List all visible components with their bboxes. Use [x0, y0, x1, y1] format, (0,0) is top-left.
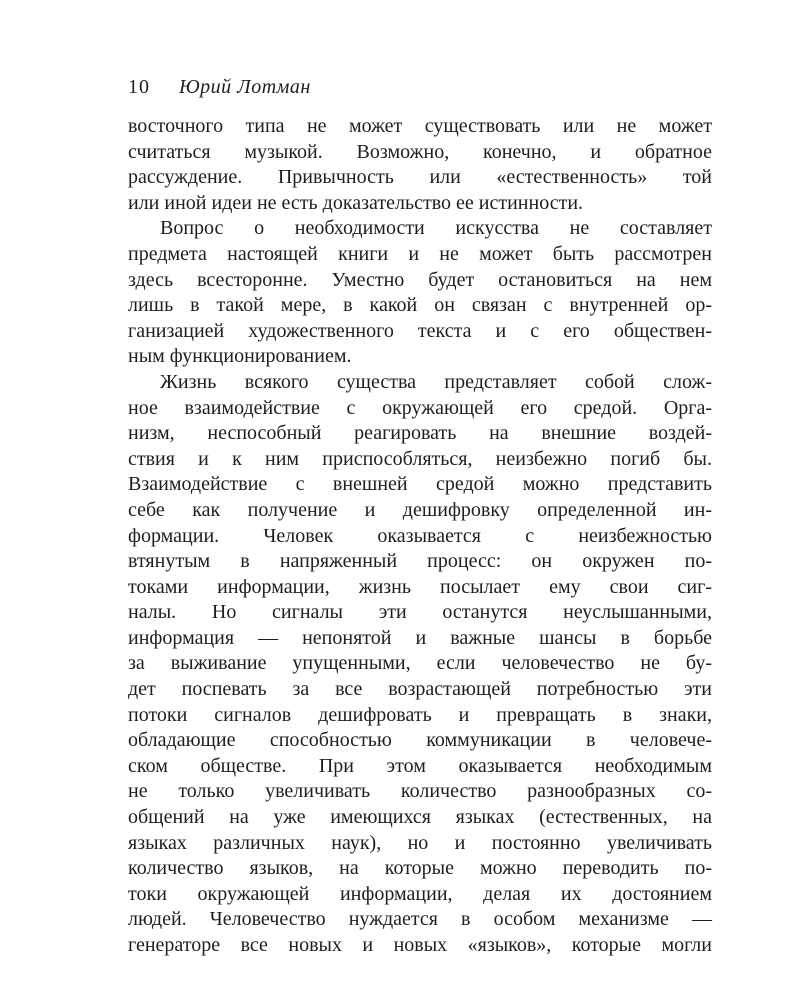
- text-line: обладающие способностью коммуникации в человече-: [128, 729, 712, 752]
- body-text: [128, 114, 712, 959]
- text-line: ском обществе. При этом оказывается необходимым: [128, 754, 712, 777]
- text-line: лишь в такой мере, в какой он связан с внутренней ор-: [128, 294, 712, 317]
- text-line: Взаимодействие с внешней средой можно представить: [128, 473, 712, 496]
- text-line: токами информации, жизнь посылает ему свои сиг-: [128, 575, 712, 598]
- text-line: информация — непонятой и важные шансы в борьбе: [128, 626, 712, 649]
- text-line: токи окружающей информации, делая их достоянием: [128, 882, 712, 905]
- text-line: ствия и к ним приспособляться, неизбежно погиб бы.: [128, 447, 712, 470]
- text-line: налы. Но сигналы эти останутся неуслышанными,: [128, 601, 712, 624]
- text-line: генераторе все новых и новых «языков», которые могли: [128, 934, 712, 956]
- text-line: дет поспевать за все возрастающей потребностью эти: [128, 678, 712, 701]
- text-line: втянутым в напряженный процесс: он окружен по-: [128, 550, 712, 573]
- running-head: [128, 74, 720, 100]
- paragraph-start-line: Вопрос о необходимости искусства не составляет: [160, 217, 712, 240]
- running-head-author: Юрий Лотман: [179, 76, 311, 98]
- text-line: людей. Человечество нуждается в особом механизме —: [128, 908, 712, 931]
- text-line: за выживание упущенными, если человечество не бу-: [128, 652, 712, 675]
- text-line: предмета настоящей книги и не может быть рассмотрен: [128, 242, 712, 265]
- text-line: общений на уже имеющихся языках (естественных, на: [128, 806, 712, 829]
- paragraph-start-line: Жизнь всякого существа представляет собой слож-: [160, 370, 712, 393]
- page-number: 10: [128, 76, 150, 98]
- text-line: рассуждение. Привычность или «естественность» той: [128, 166, 712, 189]
- text-line: считаться музыкой. Возможно, конечно, и обратное: [128, 140, 712, 163]
- text-line: низм, неспособный реагировать на внешние воздей-: [128, 422, 712, 445]
- text-line: количество языков, на которые можно переводить по-: [128, 857, 712, 880]
- text-line: потоки сигналов дешифровать и превращать в знаки,: [128, 703, 712, 726]
- text-line: восточного типа не может существовать или не может: [128, 115, 712, 137]
- text-line: себе как получение и дешифровку определенной ин-: [128, 498, 712, 521]
- text-line: ное взаимодействие с окружающей его средой. Орга-: [128, 396, 712, 419]
- text-line: здесь всесторонне. Уместно будет остановиться на нем: [128, 268, 712, 291]
- text-line: или иной идеи не есть доказательство ее истинности.: [128, 191, 584, 214]
- text-line: ным функционированием.: [128, 345, 352, 368]
- text-line: языках различных наук), но и постоянно увеличивать: [128, 831, 712, 854]
- text-line: формации. Человек оказывается с неизбежностью: [128, 524, 712, 547]
- text-line: ганизацией художественного текста и с его обществен-: [128, 319, 712, 342]
- text-line: не только увеличивать количество разнообразных со-: [128, 780, 712, 803]
